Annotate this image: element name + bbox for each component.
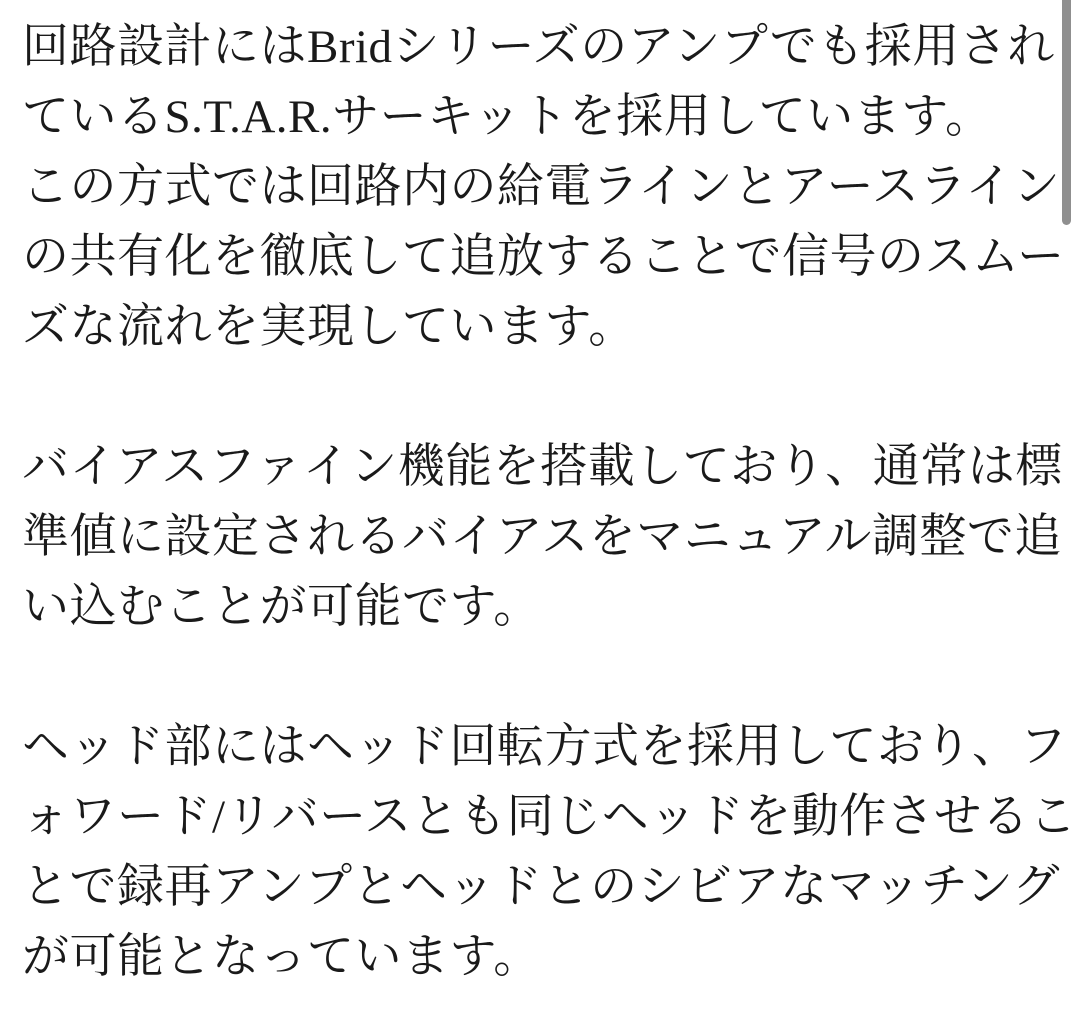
paragraph-1-line-1: 回路設計にはBridシリーズのアンプでも採用され bbox=[22, 21, 1055, 73]
paragraph-3-line-1: ヘッド部にはヘッド回転方式を採用しており、フ bbox=[22, 721, 1067, 773]
paragraph-2 bbox=[22, 432, 1063, 642]
paragraph-3-line-2: ォワード/リバースとも同じヘッドを動作させるこ bbox=[22, 791, 1077, 843]
paragraph-1-line-4: の共有化を徹底して追放することで信号のスムー bbox=[22, 231, 1065, 283]
product-description-text bbox=[22, 12, 1077, 992]
paragraph-1-line-2: ているS.T.A.R.サーキットを採用しています。 bbox=[22, 91, 993, 143]
paragraph-2-line-3: い込むことが可能です。 bbox=[22, 581, 541, 633]
paragraph-3-line-4: が可能となっています。 bbox=[22, 931, 541, 983]
paragraph-3-line-3: とで録再アンプとヘッドとのシビアなマッチング bbox=[22, 861, 1060, 913]
scrollbar-thumb[interactable] bbox=[1062, 0, 1071, 225]
paragraph-1 bbox=[22, 12, 1065, 362]
scrollbar-track[interactable] bbox=[1062, 0, 1080, 1014]
paragraph-3 bbox=[22, 712, 1077, 992]
paragraph-1-line-5: ズな流れを実現しています。 bbox=[22, 301, 636, 353]
paragraph-2-line-1: バイアスファイン機能を搭載しており、通常は標 bbox=[22, 441, 1063, 493]
paragraph-2-line-2: 準値に設定されるバイアスをマニュアル調整で追 bbox=[22, 511, 1062, 563]
paragraph-1-line-3: この方式では回路内の給電ラインとアースライン bbox=[22, 161, 1061, 213]
